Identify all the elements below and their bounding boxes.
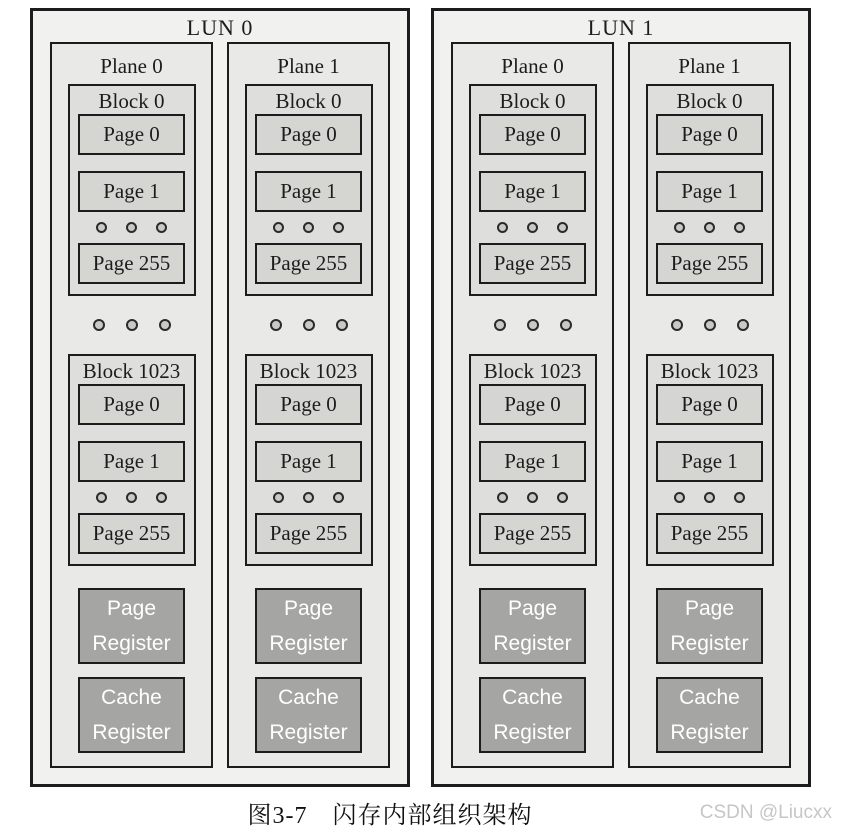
dot-icon xyxy=(273,492,284,503)
register-line: Register xyxy=(493,632,572,655)
register-line: Cache xyxy=(278,686,339,709)
page-register-box xyxy=(479,588,586,664)
block-label: Block 1023 xyxy=(259,359,358,383)
dot-icon xyxy=(527,319,539,331)
dot-icon xyxy=(93,319,105,331)
register-line: Page xyxy=(106,597,157,620)
dot-icon xyxy=(156,492,167,503)
lun-0-plane-0-box xyxy=(50,42,213,768)
lun-1-plane-0-box xyxy=(451,42,614,768)
lun-1-plane-1-box xyxy=(628,42,791,768)
page-cell: Page 255 xyxy=(656,513,763,554)
dot-icon xyxy=(270,319,282,331)
lun-0-box xyxy=(30,8,410,787)
dot-icon xyxy=(557,492,568,503)
dot-icon xyxy=(333,492,344,503)
dot-icon xyxy=(497,222,508,233)
block-label: Block 0 xyxy=(676,89,743,113)
page-cell: Page 0 xyxy=(479,114,586,155)
page-cell: Page 255 xyxy=(78,513,185,554)
dot-icon xyxy=(303,492,314,503)
register-line: Register xyxy=(92,721,171,744)
ellipsis-blocks-icon xyxy=(93,296,171,354)
dot-icon xyxy=(560,319,572,331)
page-cell: Page 1 xyxy=(479,171,586,212)
dot-icon xyxy=(156,222,167,233)
dot-icon xyxy=(557,222,568,233)
register-line: Page xyxy=(507,597,558,620)
page-cell: Page 255 xyxy=(479,513,586,554)
cache-register-box xyxy=(656,677,763,753)
page-cell: Page 255 xyxy=(255,513,362,554)
ellipsis-pages-icon xyxy=(96,482,167,513)
lun-0-plane-1-box xyxy=(227,42,390,768)
block-box xyxy=(469,354,597,566)
ellipsis-pages-icon xyxy=(96,212,167,243)
cache-register-box xyxy=(78,677,185,753)
plane-label: Plane 0 xyxy=(501,54,564,78)
luns-row xyxy=(30,8,811,787)
block-label: Block 1023 xyxy=(82,359,181,383)
page-cell: Page 1 xyxy=(479,441,586,482)
block-label: Block 1023 xyxy=(660,359,759,383)
block-box xyxy=(245,354,373,566)
figure-caption: 图3-7 闪存内部组织架构 xyxy=(247,803,533,829)
register-line: Page xyxy=(684,597,735,620)
dot-icon xyxy=(674,492,685,503)
dot-icon xyxy=(527,492,538,503)
block-box xyxy=(646,84,774,296)
lun-0-planes-row xyxy=(50,42,390,768)
dot-icon xyxy=(96,222,107,233)
page-cell: Page 1 xyxy=(656,441,763,482)
register-line: Cache xyxy=(502,686,563,709)
page-cell: Page 1 xyxy=(255,441,362,482)
page-cell: Page 1 xyxy=(255,171,362,212)
block-label: Block 0 xyxy=(499,89,566,113)
ellipsis-pages-icon xyxy=(273,212,344,243)
dot-icon xyxy=(303,222,314,233)
ellipsis-blocks-icon xyxy=(494,296,572,354)
lun-1-label: LUN 1 xyxy=(587,15,655,40)
page-cell: Page 0 xyxy=(78,384,185,425)
dot-icon xyxy=(126,492,137,503)
dot-icon xyxy=(704,222,715,233)
block-box xyxy=(646,354,774,566)
dot-icon xyxy=(527,222,538,233)
register-line: Cache xyxy=(679,686,740,709)
ellipsis-pages-icon xyxy=(273,482,344,513)
dot-icon xyxy=(497,492,508,503)
page-cell: Page 0 xyxy=(479,384,586,425)
ellipsis-blocks-icon xyxy=(671,296,749,354)
watermark: CSDN @Liucxx xyxy=(699,802,832,823)
ellipsis-blocks-icon xyxy=(270,296,348,354)
page-cell: Page 1 xyxy=(656,171,763,212)
plane-label: Plane 1 xyxy=(678,54,741,78)
register-line: Register xyxy=(92,632,171,655)
dot-icon xyxy=(333,222,344,233)
lun-1-box xyxy=(431,8,811,787)
dot-icon xyxy=(303,319,315,331)
dot-icon xyxy=(494,319,506,331)
dot-icon xyxy=(734,222,745,233)
plane-label: Plane 1 xyxy=(277,54,340,78)
page-cell: Page 0 xyxy=(656,114,763,155)
page-register-box xyxy=(255,588,362,664)
ellipsis-pages-icon xyxy=(497,482,568,513)
page-cell: Page 255 xyxy=(656,243,763,284)
page-cell: Page 1 xyxy=(78,171,185,212)
dot-icon xyxy=(126,222,137,233)
cache-register-box xyxy=(255,677,362,753)
block-label: Block 0 xyxy=(98,89,165,113)
block-box xyxy=(68,354,196,566)
register-line: Register xyxy=(670,721,749,744)
block-box xyxy=(68,84,196,296)
dot-icon xyxy=(671,319,683,331)
page-register-box xyxy=(78,588,185,664)
dot-icon xyxy=(273,222,284,233)
register-line: Page xyxy=(283,597,334,620)
dot-icon xyxy=(704,492,715,503)
ellipsis-pages-icon xyxy=(674,482,745,513)
page-cell: Page 0 xyxy=(78,114,185,155)
page-cell: Page 0 xyxy=(255,114,362,155)
block-box xyxy=(245,84,373,296)
plane-label: Plane 0 xyxy=(100,54,163,78)
block-label: Block 1023 xyxy=(483,359,582,383)
register-line: Cache xyxy=(101,686,162,709)
register-line: Register xyxy=(269,632,348,655)
block-label: Block 0 xyxy=(275,89,342,113)
page-cell: Page 255 xyxy=(255,243,362,284)
block-box xyxy=(469,84,597,296)
page-cell: Page 1 xyxy=(78,441,185,482)
ellipsis-pages-icon xyxy=(674,212,745,243)
lun-1-planes-row xyxy=(451,42,791,768)
dot-icon xyxy=(96,492,107,503)
cache-register-box xyxy=(479,677,586,753)
ellipsis-pages-icon xyxy=(497,212,568,243)
page-cell: Page 0 xyxy=(656,384,763,425)
dot-icon xyxy=(704,319,716,331)
dot-icon xyxy=(737,319,749,331)
register-line: Register xyxy=(670,632,749,655)
page-cell: Page 255 xyxy=(78,243,185,284)
dot-icon xyxy=(159,319,171,331)
dot-icon xyxy=(126,319,138,331)
dot-icon xyxy=(734,492,745,503)
register-line: Register xyxy=(493,721,572,744)
lun-0-label: LUN 0 xyxy=(186,15,254,40)
page-register-box xyxy=(656,588,763,664)
page-cell: Page 255 xyxy=(479,243,586,284)
register-line: Register xyxy=(269,721,348,744)
dot-icon xyxy=(336,319,348,331)
dot-icon xyxy=(674,222,685,233)
page-cell: Page 0 xyxy=(255,384,362,425)
